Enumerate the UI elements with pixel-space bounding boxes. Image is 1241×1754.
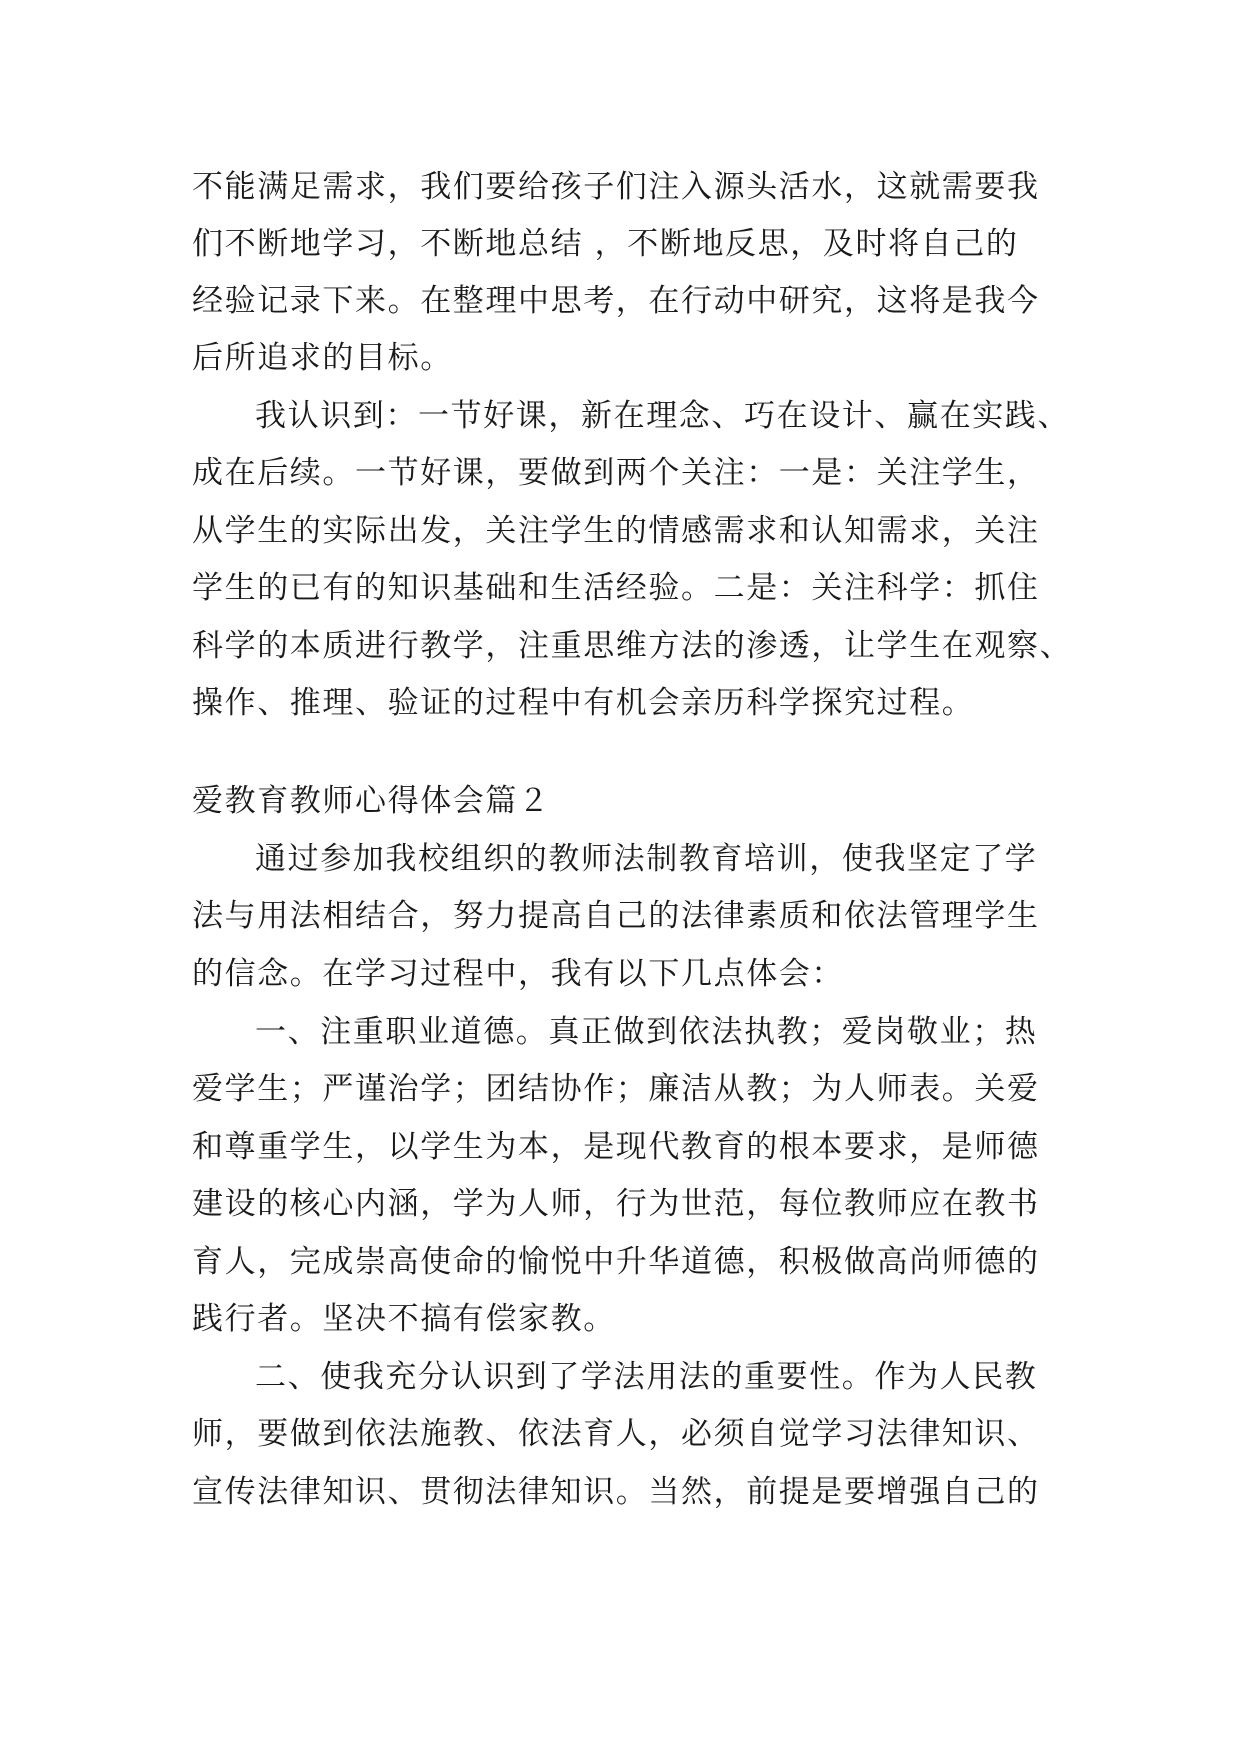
text-line: 成在后续。一节好课，要做到两个关注：一是：关注学生， <box>192 455 1040 491</box>
section-heading: 爱教育教师心得体会篇２ <box>192 783 551 819</box>
text-line: 经验记录下来。在整理中思考，在行动中研究，这将是我今 <box>192 283 1040 319</box>
text-line: 不能满足需求，我们要给孩子们注入源头活水，这就需要我 <box>192 169 1040 205</box>
text-line: 一、注重职业道德。真正做到依法执教；爱岗敬业；热 <box>255 1014 1038 1050</box>
text-line: 践行者。坚决不搞有偿家教。 <box>192 1301 616 1337</box>
text-line: 操作、推理、验证的过程中有机会亲历科学探究过程。 <box>192 685 975 721</box>
text-line: 从学生的实际出发，关注学生的情感需求和认知需求，关注 <box>192 513 1040 549</box>
text-line: 师，要做到依法施教、依法育人，必须自觉学习法律知识、 <box>192 1416 1040 1452</box>
text-line: 育人，完成崇高使命的愉悦中升华道德，积极做高尚师德的 <box>192 1244 1040 1280</box>
text-line: 建设的核心内涵，学为人师，行为世范，每位教师应在教书 <box>192 1186 1040 1222</box>
text-line: 的信念。在学习过程中，我有以下几点体会： <box>192 956 844 992</box>
text-line: 二、使我充分认识到了学法用法的重要性。作为人民教 <box>255 1359 1038 1395</box>
text-line: 我认识到：一节好课，新在理念、巧在设计、赢在实践、 <box>255 398 1070 434</box>
text-line: 学生的已有的知识基础和生活经验。二是：关注科学：抓住 <box>192 570 1040 606</box>
text-line: 后所追求的目标。 <box>192 340 453 376</box>
text-line: 宣传法律知识、贯彻法律知识。当然，前提是要增强自己的 <box>192 1474 1040 1510</box>
text-line: 们不断地学习，不断地总结 ，不断地反思，及时将自己的 <box>192 226 1019 262</box>
text-line: 法与用法相结合，努力提高自己的法律素质和依法管理学生 <box>192 898 1040 934</box>
text-line: 科学的本质进行教学，注重思维方法的渗透，让学生在观察、 <box>192 628 1073 664</box>
text-line: 通过参加我校组织的教师法制教育培训，使我坚定了学 <box>255 841 1038 877</box>
text-line: 和尊重学生，以学生为本，是现代教育的根本要求，是师德 <box>192 1129 1040 1165</box>
text-line: 爱学生；严谨治学；团结协作；廉洁从教；为人师表。关爱 <box>192 1071 1040 1107</box>
